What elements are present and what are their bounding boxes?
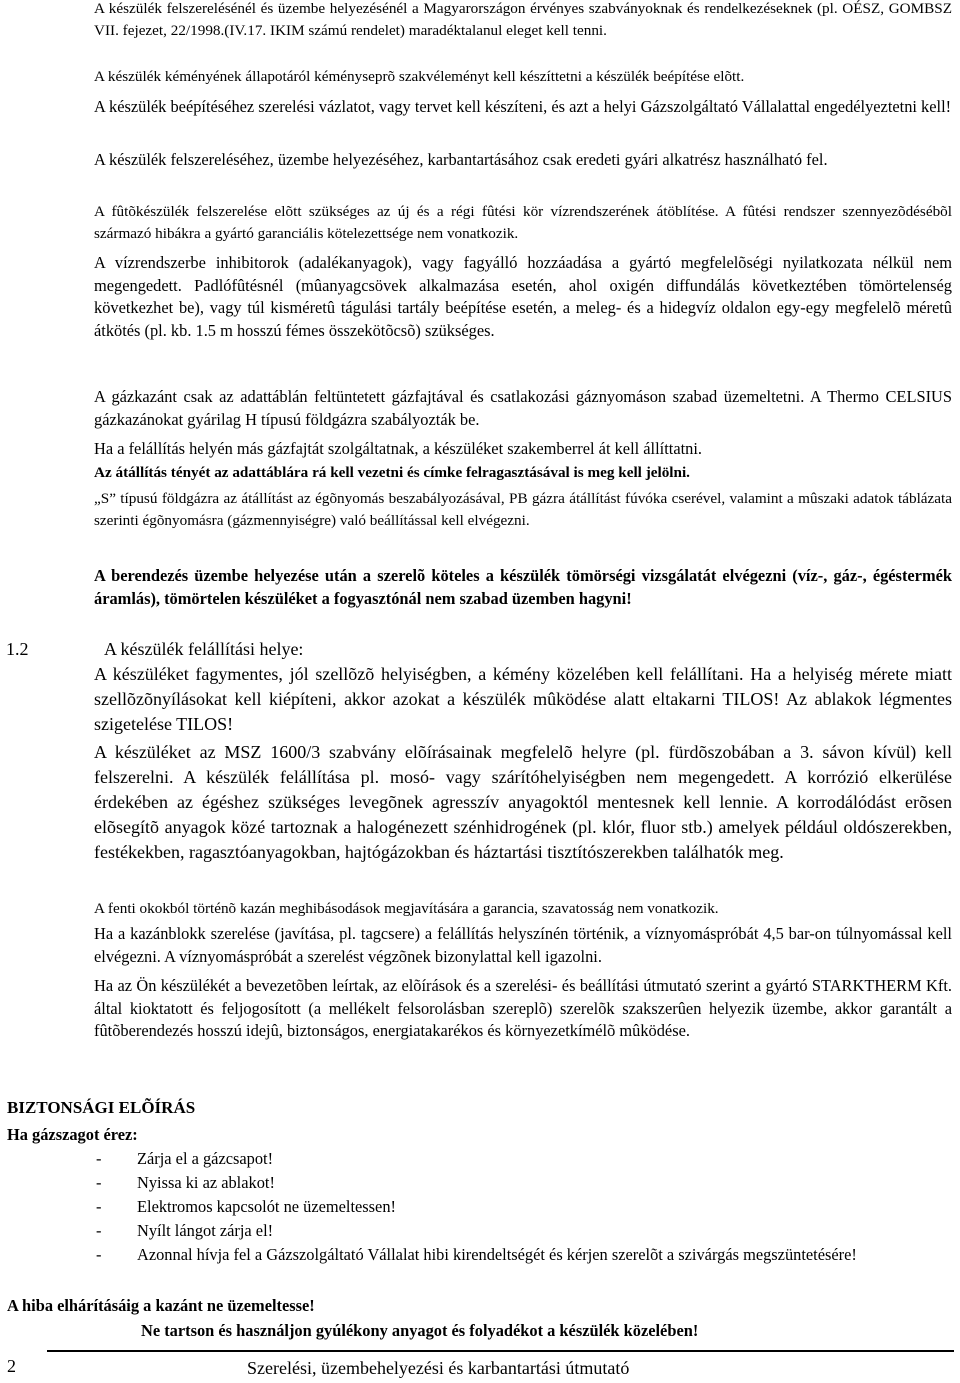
- intro-paragraph-conversion-label: Az átállítás tényét az adattáblára rá kell vezetni és címke felragasztásával is meg kell jelölni.: [94, 464, 690, 481]
- section-title: A készülék felállítási helye:: [104, 639, 304, 659]
- section-paragraph-standard-location: A készüléket az MSZ 1600/3 szabvány elõírásainak megfelelõ helyre (pl. fürdõszobában a 3. sávon kívül) kell felszerelni. A készülék felállítása pl. mosó- vagy szárítóhelyiségben nem megengedett. A korrózió elkerülése érdekében az égéshez szükséges levegõnek agresszív anyagoktól mentesnek kell lennie. A korrodálódást erõsen elõsegítõ anyagok közé tartoznak a halogénezett szénhidrogének (pl. klór, fluor stb.) amelyek például oldószerekben, festékekben, ragasztóanyagokban, hajtógázokban és háztartási tisztítószerekben találhatók meg.: [94, 742, 952, 862]
- intro-paragraph-conversion: Ha a felállítás helyén más gázfajtát szolgáltatnak, a készüléket szakemberrel át kell állíttatni.: [94, 439, 703, 458]
- section-paragraph-location: A készüléket fagymentes, jól szellõzõ helyiségben, a kémény közelében kell felállítani. Ha a helyiség mérete miatt szellõzõnyílásokat kell kiépíteni, akkor azokat a készülék mûködése alatt eltakarni TILOS! Az ablakok légmentes szigetelése TILOS!: [94, 664, 952, 734]
- list-item-text: Nyílt lángot zárja el!: [137, 1221, 274, 1240]
- intro-paragraph-original-parts: A készülék felszereléséhez, üzembe helyezéséhez, karbantartásához csak eredeti gyári alkatrész használható fel.: [94, 150, 828, 169]
- list-item: [96, 1147, 920, 1171]
- intro-paragraph-gas-type: A gázkazánt csak az adattáblán feltüntetett gázfajtával és csatlakozási gáznyomáson szabad üzemeltetni. A Thermo CELSIUS gázkazánokat gyárilag H típusú földgázra szabályozták be.: [94, 387, 952, 429]
- intro-paragraph-leak-test: A berendezés üzembe helyezése után a szerelõ köteles a készülék tömörségi vizsgálatát elvégezni (víz-, gáz-, égéstermék áramlás), tömörtelen készüléket a fogyasztónál nem szabad üzemben hagyni!: [94, 566, 952, 608]
- dash-bullet: -: [96, 1173, 102, 1192]
- list-item-text: Zárja el a gázcsapot!: [137, 1149, 274, 1168]
- intro-paragraph-s-type-conversion: „S” típusú földgázra az átállítást az égõnyomás beszabályozásával, PB gázra átállítást fúvóka cserével, valamint a mûszaki adatok táblázata szerinti égõnyomásra (gázmennyiségre) való beállítással kell elvégezni.: [94, 490, 952, 529]
- section-paragraph-pressure-test: Ha a kazánblokk szerelése (javítása, pl. tagcsere) a felállítás helyszínén történik, a víznyomáspróbát 4,5 bar-on túlnyomással kell elvégezni. A víznyomáspróbát a szerelést végzõnek bizonylattal kell igazolni.: [94, 924, 952, 966]
- warning-flammable-materials: Ne tartson és használjon gyúlékony anyagot és folyadékot a készülék közelében!: [141, 1321, 699, 1340]
- safety-subheading: Ha gázszagot érez:: [7, 1125, 138, 1144]
- footer-title: Szerelési, üzembehelyezési és karbantartási útmutató: [247, 1358, 630, 1378]
- list-item-text: Nyissa ki az ablakot!: [137, 1173, 275, 1192]
- safety-list: [96, 1147, 920, 1267]
- intro-paragraph-chimney: A készülék kéményének állapotáról kéményseprõ szakvéleményt kell készíttetni a készülék beépítése elõtt.: [94, 68, 745, 85]
- list-item: [96, 1219, 920, 1243]
- section-paragraph-guarantee: Ha az Ön készülékét a bevezetõben leírtak, az elõírások és a szerelési- és beállítási útmutató szerint a gyártó STARKTHERM Kft. által kioktatott és feljogosított (a mellékelt felsorolásban szereplõ) szerelõk szakszerûen helyezik üzembe, akkor garantált a fûtõberendezés hosszú idejû, biztonságos, energiatakarékos és környezetkímélõ mûködése.: [94, 976, 952, 1040]
- list-item-text: Azonnal hívja fel a Gázszolgáltató Vállalat hibi kirendeltségét és kérjen szerelõt a szivárgás megszüntetésére!: [137, 1245, 857, 1264]
- dash-bullet: -: [96, 1221, 102, 1240]
- list-item-text: Elektromos kapcsolót ne üzemeltessen!: [137, 1197, 396, 1216]
- intro-paragraph-flushing: A fûtõkészülék felszerelése elõtt szükséges az új és a régi fûtési kör vízrendszerének átöblítése. A fûtési rendszer szennyezõdésébõl származó hibákra a gyártó garanciális kötelezettsége nem vonatkozik.: [94, 203, 952, 242]
- intro-paragraph-installation-plan: A készülék beépítéséhez szerelési vázlatot, vagy tervet kell készíteni, és azt a helyi Gázszolgáltató Vállalattal engedélyeztetni kell!: [94, 97, 952, 116]
- safety-heading: BIZTONSÁGI ELÕÍRÁS: [7, 1098, 196, 1117]
- footer-divider: [47, 1350, 954, 1352]
- intro-paragraph-standards: A készülék felszerelésénél és üzembe helyezésénél a Magyarországon érvényes szabványoknak és rendelkezéseknek (pl. OÉSZ, GOMBSZ VII. fejezet, 22/1998.(IV.17. IKIM számú rendelet) maradéktalanul eleget kell tenni.: [94, 0, 952, 39]
- list-item: [96, 1195, 920, 1219]
- warning-do-not-operate: A hiba elhárításáig a kazánt ne üzemeltesse!: [7, 1296, 315, 1315]
- section-paragraph-warranty-exclusion: A fenti okokból történõ kazán meghibásodások megjavítására a garancia, szavatosság nem vonatkozik.: [94, 900, 719, 917]
- dash-bullet: -: [96, 1245, 102, 1264]
- page-number: 2: [7, 1356, 16, 1376]
- intro-paragraph-inhibitors: A vízrendszerbe inhibitorok (adalékanyagok), vagy fagyálló hozzáadása a gyártó megfelelõségi nyilatkozata nélkül nem megengedett. Padlófûtésnél (mûanyagcsövek alkalmazása esetén, ahol oxigén diffundálás következtében tömörtelenség következhet be), vagy túl kisméretû tágulási tartály beépítése esetén, a meleg- és a hidegvíz oldalon egy-egy megfelelõ méretû átkötés (pl. kb. 1.5 m hosszú fémes összekötõcsõ) szükséges.: [94, 253, 952, 340]
- list-item: [96, 1243, 920, 1267]
- dash-bullet: -: [96, 1197, 102, 1216]
- dash-bullet: -: [96, 1149, 102, 1168]
- section-number: 1.2: [6, 639, 29, 659]
- list-item: [96, 1171, 920, 1195]
